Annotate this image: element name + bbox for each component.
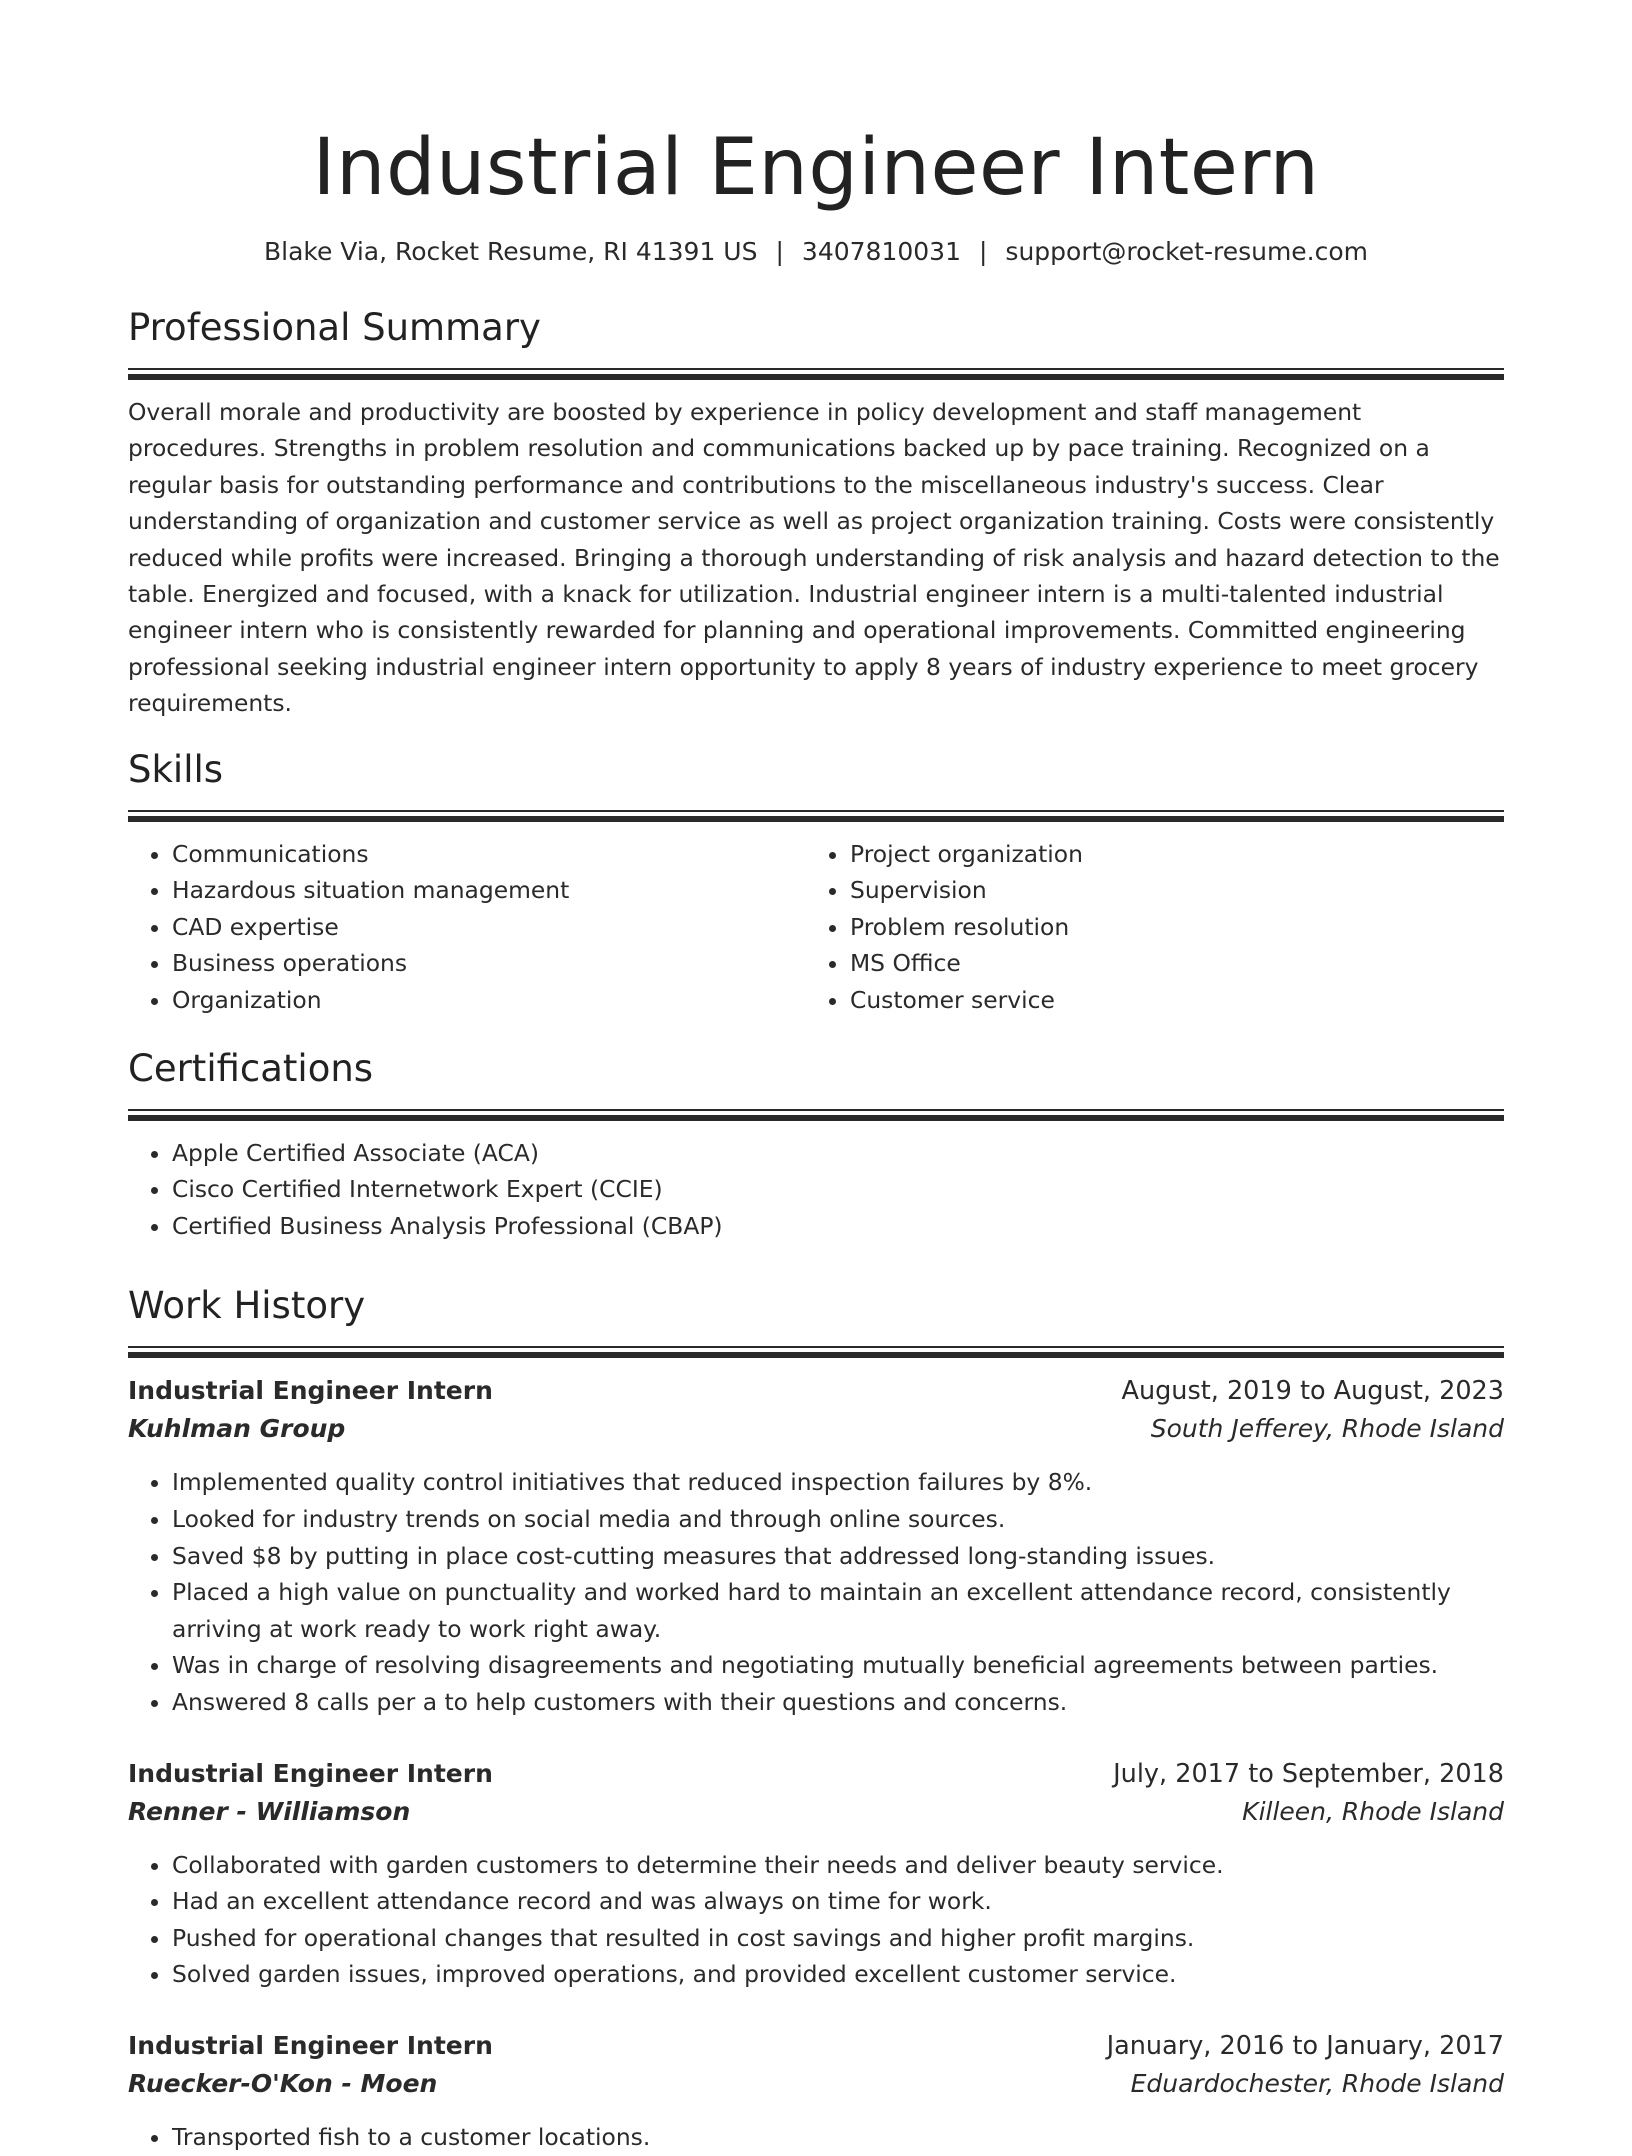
job-header-row bbox=[128, 1755, 1504, 1793]
contact-line bbox=[128, 234, 1504, 270]
job-title: Industrial Engineer Intern bbox=[128, 1758, 493, 1788]
job-bullet: • Placed a high value on punctuality and worked hard to maintain an excellent attendance record, consistently arriving at work ready to work right away. bbox=[172, 1574, 1504, 1647]
job-header-row bbox=[128, 1372, 1504, 1410]
job-title: Industrial Engineer Intern bbox=[128, 1376, 493, 1406]
job-bullets bbox=[128, 1464, 1504, 1720]
work-history-heading: Work History bbox=[128, 1284, 366, 1328]
job-bullets bbox=[128, 1847, 1504, 1993]
job-bullets bbox=[128, 2119, 1504, 2156]
job-header-row bbox=[128, 2027, 1504, 2065]
skills-heading: Skills bbox=[128, 747, 224, 791]
job-location: Killeen, Rhode Island bbox=[1242, 1796, 1504, 1826]
contact-phone: 3407810031 bbox=[801, 237, 961, 266]
job-company-row bbox=[128, 2065, 1504, 2103]
job-bullet: • Transported fish to a customer locations. bbox=[172, 2119, 1504, 2156]
job-dates: January, 2016 to January, 2017 bbox=[1106, 2030, 1504, 2061]
summary-text: Overall morale and productivity are boosted by experience in policy development and staff management procedures. Strengths in problem resolution and communications backed up by pace training. Recognized on a regular basis for outstanding performance and contributions to the miscellaneous industry's success. Clear understanding of organization and customer service as well as project organization training. Costs were consistently reduced while profits were increased. Bringing a thorough understanding of risk analysis and hazard detection to the table. Energized and focused, with a knack for utilization. Industrial engineer intern is a multi-talented industrial engineer intern who is consistently rewarded for planning and operational improvements. Committed engineering professional seeking industrial engineer intern opportunity to apply 8 years of industry experience to meet grocery requirements. bbox=[128, 398, 1500, 718]
skill-item: • Organization bbox=[172, 982, 806, 1019]
resume-page bbox=[128, 0, 1504, 2156]
job-dates: August, 2019 to August, 2023 bbox=[1121, 1376, 1504, 1407]
work-history-section bbox=[128, 1282, 1504, 2155]
section-divider bbox=[128, 1109, 1504, 1121]
contact-address: Blake Via, Rocket Resume, RI 41391 US bbox=[263, 237, 758, 266]
certifications-list bbox=[128, 1135, 1504, 1245]
certification-item: • Certified Business Analysis Professional (CBAP) bbox=[172, 1208, 1504, 1245]
skills-list-right bbox=[806, 836, 1484, 1019]
section-divider bbox=[128, 368, 1504, 380]
job-dates: July, 2017 to September, 2018 bbox=[1113, 1758, 1504, 1789]
job-bullet: • Answered 8 calls per a to help customers with their questions and concerns. bbox=[172, 1684, 1504, 1721]
skill-item: • Business operations bbox=[172, 945, 806, 982]
job-company: Ruecker-O'Kon - Moen bbox=[128, 2068, 438, 2098]
skill-item: • CAD expertise bbox=[172, 909, 806, 946]
job-entry bbox=[128, 1372, 1504, 1720]
skill-item: • Customer service bbox=[850, 982, 1484, 1019]
job-bullet: • Pushed for operational changes that resulted in cost savings and higher profit margins. bbox=[172, 1920, 1504, 1957]
job-bullet: • Had an excellent attendance record and was always on time for work. bbox=[172, 1883, 1504, 1920]
resume-title: Industrial Engineer Intern bbox=[312, 123, 1320, 213]
job-bullet: • Saved $8 by putting in place cost-cutting measures that addressed long-standing issues. bbox=[172, 1538, 1504, 1575]
skill-item: • Communications bbox=[172, 836, 806, 873]
certification-item: • Cisco Certified Internetwork Expert (CCIE) bbox=[172, 1171, 1504, 1208]
job-company-row bbox=[128, 1793, 1504, 1831]
job-location: South Jefferey, Rhode Island bbox=[1150, 1414, 1504, 1444]
job-company-row bbox=[128, 1410, 1504, 1448]
job-title: Industrial Engineer Intern bbox=[128, 2030, 493, 2060]
skills-section bbox=[128, 746, 1504, 1019]
job-bullet: • Looked for industry trends on social media and through online sources. bbox=[172, 1501, 1504, 1538]
job-location: Eduardochester, Rhode Island bbox=[1130, 2068, 1504, 2098]
section-divider bbox=[128, 1346, 1504, 1358]
skill-item: • Supervision bbox=[850, 872, 1484, 909]
skills-list-left bbox=[128, 836, 806, 1019]
certifications-section bbox=[128, 1045, 1504, 1245]
job-company: Renner - Williamson bbox=[128, 1796, 411, 1826]
skill-item: • MS Office bbox=[850, 945, 1484, 982]
skill-item: • Project organization bbox=[850, 836, 1484, 873]
skills-grid bbox=[128, 822, 1504, 1019]
job-company: Kuhlman Group bbox=[128, 1414, 346, 1444]
job-entry bbox=[128, 2027, 1504, 2156]
skill-item: • Problem resolution bbox=[850, 909, 1484, 946]
contact-separator: | bbox=[775, 237, 784, 266]
contact-email[interactable]: support@rocket-resume.com bbox=[1005, 237, 1369, 266]
summary-heading: Professional Summary bbox=[128, 306, 541, 349]
job-bullet: • Solved garden issues, improved operations, and provided excellent customer service. bbox=[172, 1956, 1504, 1993]
job-bullet: • Collaborated with garden customers to determine their needs and deliver beauty service. bbox=[172, 1847, 1504, 1884]
job-entry bbox=[128, 1755, 1504, 1993]
certifications-heading: Certifications bbox=[128, 1046, 374, 1090]
section-divider bbox=[128, 810, 1504, 822]
summary-section bbox=[128, 304, 1504, 722]
job-bullet: • Was in charge of resolving disagreements and negotiating mutually beneficial agreements between parties. bbox=[172, 1647, 1504, 1684]
certification-item: • Apple Certified Associate (ACA) bbox=[172, 1135, 1504, 1172]
skill-item: • Hazardous situation management bbox=[172, 872, 806, 909]
job-bullet: • Implemented quality control initiatives that reduced inspection failures by 8%. bbox=[172, 1464, 1504, 1501]
contact-separator: | bbox=[978, 237, 988, 266]
